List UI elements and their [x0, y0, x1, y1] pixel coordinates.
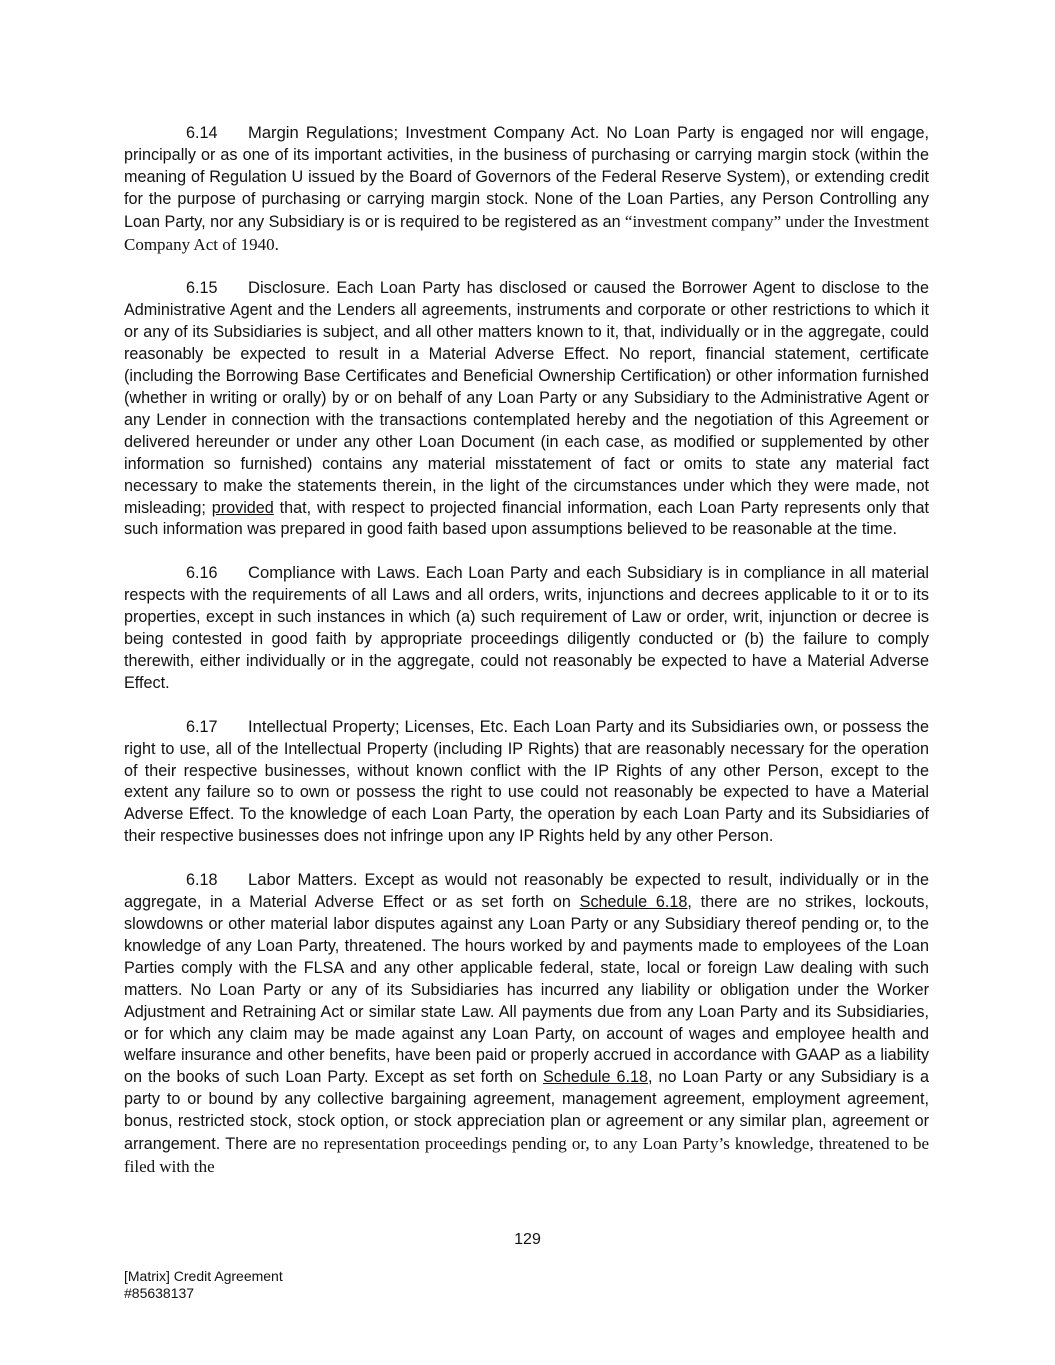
section-text-continued: that, with respect to projected financial information, each Loan Party represents only that such information was prepared in good faith based upon assumptions believed to be reasonable at the time. — [124, 498, 929, 539]
section-6-18 — [124, 869, 929, 1179]
section-number: 6.14 — [186, 124, 218, 142]
page-number: 129 — [514, 1231, 541, 1248]
section-text: Except as would not reasonably be expected to result, individually or in the aggregate, in a Material Adverse Effect or as set forth on — [124, 871, 929, 912]
section-text-serif: “investment company” under the Investment Company Act of 1940. — [124, 211, 929, 254]
footer-document-title: [Matrix] Credit Agreement — [124, 1268, 283, 1284]
section-text-continued: , no Loan Party or any Subsidiary is a party to or bound by any collective bargaining agreement, management agreement, employment agreement, bonus, restricted stock, stock option, or stock appreciation plan or agreement or any similar plan, agreement or arrangement. There are — [124, 1068, 929, 1154]
section-heading: Labor Matters. — [248, 870, 358, 890]
section-text-serif: no representation proceedings pending or, to any Loan Party’s knowledge, threatened to be filed with the — [124, 1134, 929, 1176]
section-number: 6.17 — [186, 717, 218, 736]
section-6-17 — [124, 716, 929, 848]
section-6-15 — [124, 277, 929, 541]
section-heading: Compliance with Laws. — [248, 563, 421, 583]
section-text: No Loan Party is engaged nor will engage, principally or as one of its important activities, in the business of purchasing or carrying margin stock (within the meaning of Regulation U issued by the Board of Governors of the Federal Reserve System), or extending credit for the purpose of purchasing or carrying margin stock. None of the Loan Parties, any Person Controlling any Loan Party, nor any Subsidiary is or is required to be registered as an — [124, 124, 930, 231]
section-heading: Intellectual Property; Licenses, Etc. — [248, 716, 509, 736]
document-body — [124, 122, 929, 1179]
section-6-14 — [124, 122, 929, 256]
section-text: Each Loan Party and its Subsidiaries own, or possess the right to use, all of the Intellectual Property (including IP Rights) that are reasonably necessary for the operation of their respective businesses, without known conflict with the IP Rights of any other Person, except to the extent any failure so to own or possess the right to use could not reasonably be expected to have a Material Adverse Effect. To the knowledge of each Loan Party, the operation by each Loan Party and its Subsidiaries of their respective businesses does not infringe upon any IP Rights held by any other Person. — [124, 717, 929, 846]
section-heading: Disclosure. — [248, 278, 331, 298]
footer — [124, 1268, 283, 1302]
section-number: 6.18 — [186, 871, 218, 890]
section-number: 6.16 — [186, 564, 218, 583]
footer-document-id: #85638137 — [124, 1285, 195, 1301]
section-text: Each Loan Party has disclosed or caused the Borrower Agent to disclose to the Administrative Agent and the Lenders all agreements, instruments and corporate or other restrictions to which it or any of its Subsidiaries is subject, and all other matters known to it, that, individually or in the aggregate, could reasonably be expected to result in a Material Adverse Effect. No report, financial statement, certificate (including the Borrowing Base Certificates and Beneficial Ownership Certification) or other information furnished (whether in writing or orally) by or on behalf of any Loan Party or any Subsidiary to the Administrative Agent or any Lender in connection with the transactions contemplated hereby and the negotiation of this Agreement or delivered hereunder or under any other Loan Document (in each case, as modified or supplemented by other information so furnished) contains any material misstatement of fact or omits to state any material fact necessary to make the statements therein, in the light of the circumstances under which they were made, not misleading; — [124, 279, 929, 517]
provided-term: provided — [211, 498, 274, 517]
schedule-reference: Schedule 6.18 — [542, 1068, 648, 1087]
section-number: 6.15 — [186, 279, 218, 298]
section-text: Each Loan Party and each Subsidiary is in compliance in all material respects with the requirements of all Laws and all orders, writs, injunctions and decrees applicable to it or to its properties, except in such instances in which (a) such requirement of Law or order, writ, injunction or decree is being contested in good faith by appropriate proceedings diligently conducted or (b) the failure to comply therewith, either individually or in the aggregate, could not reasonably be expected to have a Material Adverse Effect. — [124, 564, 929, 692]
section-heading: Margin Regulations; Investment Company Act. — [248, 123, 600, 142]
section-text-continued: , there are no strikes, lockouts, slowdowns or other material labor disputes against any Loan Party or any Subsidiary thereof pending or, to the knowledge of any Loan Party, threatened. The hours worked by and payments made to employees of the Loan Parties comply with the FLSA and any other applicable federal, state, local or foreign Law dealing with such matters. No Loan Party or any of its Subsidiaries has incurred any liability or obligation under the Worker Adjustment and Retraining Act or similar state Law. All payments due from any Loan Party and its Subsidiaries, or for which any claim may be made against any Loan Party, on account of wages and employee health and welfare insurance and other benefits, have been paid or properly accrued in accordance with GAAP as a liability on the books of such Loan Party. Except as set forth on — [124, 893, 929, 1087]
section-6-16 — [124, 562, 929, 694]
schedule-reference: Schedule 6.18 — [579, 893, 688, 912]
